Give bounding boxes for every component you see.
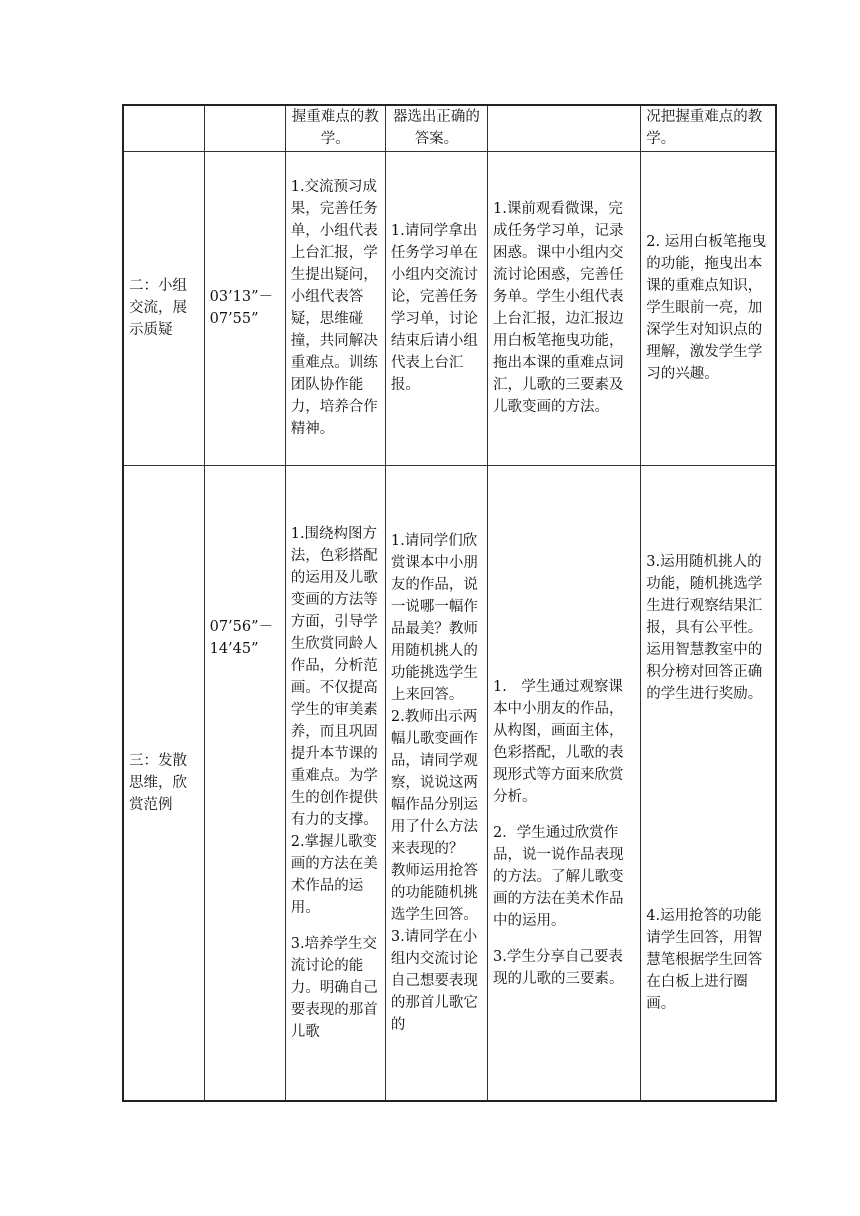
tech-use-cell [641,105,776,151]
student-activity-text: 1.课前观看微课，完成任务学习单，记录困惑。课中小组内交流讨论困惑，完善任务单。学生小组代表上台汇报，边汇报边用白板笔拖曳功能，拖出本课的重难点词汇，儿歌的三要素及儿歌变画的方法。 [493,201,624,415]
tech-use-text: 2. 运用白板笔拖曳的功能，拖曳出本课的重难点知识，学生眼前一亮，加深学生对知识点的理解，激发学生学习的兴趣。 [646,234,767,382]
goal-item: 1.围绕构图方法，色彩搭配的运用及儿歌变画的方法等方面，引导学生欣赏同龄人作品，分析范画。不仅提高学生的审美素养，而且巩固提升本节课的重难点。为学生的创作提供有力的支撑。 [290,525,378,828]
goal-cell [285,151,385,465]
teacher-activity-item: 1.请同学们欣赏课本中小朋友的作品，说一说哪一幅作品最美？教师用随机挑人的功能挑选学生上来回答。 [390,532,478,703]
goal-cell [285,105,385,151]
teacher-activity-cell [385,105,487,151]
lesson-plan-table [122,104,777,1102]
stage-text: 二：小组交流，展示质疑 [129,278,187,338]
tech-use-cell [641,151,776,465]
teacher-activity-item: 3.请同学在小组内交流讨论自己想要表现的那首儿歌它的 [390,928,478,1033]
spacer [493,808,635,822]
tech-use-cell [641,465,776,1101]
stage-cell [123,105,204,151]
time-cell [204,151,285,465]
teacher-activity-text: 器选出正确的答案。 [392,109,480,148]
goal-text: 1.交流预习成果，完善任务单，小组代表上台汇报，学生提出疑问，小组代表答疑，思维碰撞，共同解决重难点。训练团队协作能力，培养合作精神。 [290,179,378,437]
stage-text: 三：发散思维，欣赏范例 [129,752,187,813]
student-activity-cell [488,465,641,1101]
goal-item: 3.培养学生交流讨论的能力。明确自己要表现的那首儿歌 [290,935,378,1040]
spacer [646,705,770,905]
stage-cell [123,151,204,465]
student-activity-cell [488,105,641,151]
teacher-activity-text: 1.请同学拿出任务学习单在小组内交流讨论，完善任务学习单，讨论结束后请小组代表上台汇报。 [390,223,478,393]
time-cell [204,105,285,151]
stage-cell [123,465,204,1101]
teacher-activity-cell [385,465,487,1101]
student-activity-cell [488,151,641,465]
table-row [123,151,776,465]
time-cell [204,465,285,1101]
teacher-activity-cell [385,151,487,465]
student-activity-item: 3.学生分享自己要表现的儿歌的三要素。 [493,948,624,987]
table-row [123,465,776,1101]
student-activity-item: 2．学生通过欣赏作品，说一说作品表现的方法。了解儿歌变画的方法在美术作品中的运用。 [493,824,624,929]
goal-text: 握重难点的教学。 [291,109,379,148]
teacher-activity-item: 2.教师出示两幅儿歌变画作品，请同学观察，说说这两幅作品分别运用了什么方法来表现的？ 教师运用抢答的功能随机挑选学生回答。 [390,708,478,923]
time-text: 03’13”－07’55” [209,289,274,327]
tech-use-text: 况把握重难点的教学。 [646,109,763,148]
student-activity-item: 1. 学生通过观察课本中小朋友的作品，从构图，画面主体，色彩搭配，儿歌的表现形式等方面来欣赏分析。 [493,678,624,805]
goal-item: 2.掌握儿歌变画的方法在美术作品的运用。 [290,833,378,916]
time-text: 07’56”－14’45” [209,618,274,657]
spacer [493,932,635,946]
tech-use-item: 4.运用抢答的功能请学生回答，用智慧笔根据学生回答在白板上进行圈画。 [646,907,763,1012]
table-row [123,105,776,151]
tech-use-item: 3.运用随机挑人的功能，随机挑选学生进行观察结果汇报，具有公平性。运用智慧教室中的积分榜对回答正确的学生进行奖励。 [646,553,763,702]
goal-cell [285,465,385,1101]
spacer [291,919,380,933]
